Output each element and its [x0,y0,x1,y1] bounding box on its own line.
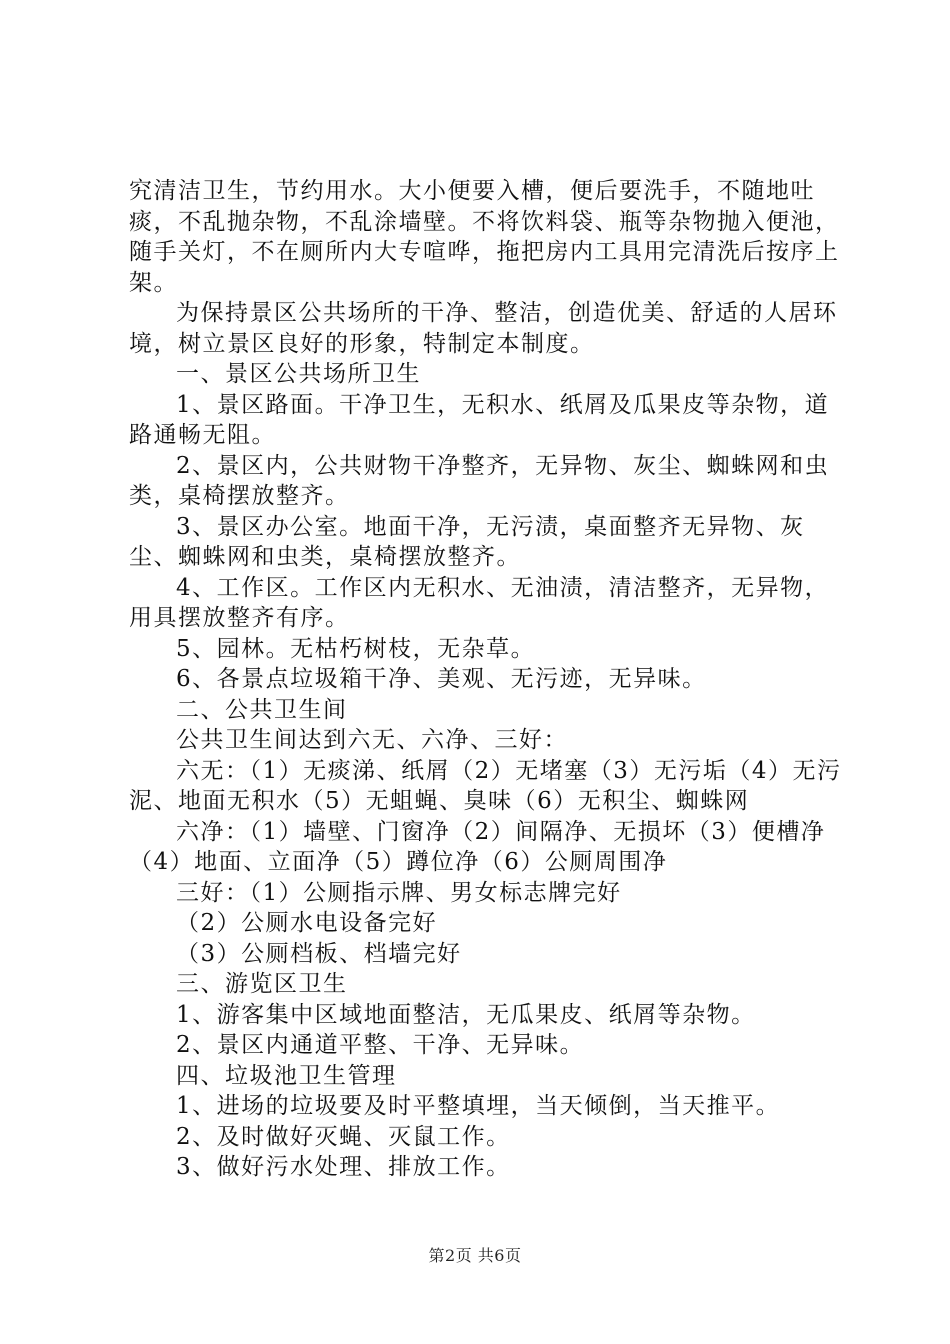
section-heading: 四、垃圾池卫生管理 [176,1062,397,1089]
list-item: 六无：（1）无痰涕、纸屑（2）无堵塞（3）无污垢（4）无污泥、地面无积水（5）无蛆蝇、臭味（6）无积尘、蜘蛛网 [129,757,842,814]
document-body [129,176,844,1183]
page-footer: 第2页 共6页 [428,1246,522,1265]
list-item: （2）公厕水电设备完好 [176,910,438,936]
list-item: 4、工作区。工作区内无积水、无油渍，清洁整齐，无异物，用具摆放整齐有序。 [129,574,830,631]
list-item: 1、景区路面。干净卫生，无积水、纸屑及瓜果皮等杂物，道路通畅无阻。 [129,391,830,448]
section-heading: 三、游览区卫生 [176,971,348,997]
list-item: 2、景区内，公共财物干净整齐，无异物、灰尘、蜘蛛网和虫类，桌椅摆放整齐。 [129,452,830,509]
paragraph: 公共卫生间达到六无、六净、三好： [176,727,568,753]
list-item: 2、景区内通道平整、干净、无异味。 [176,1032,585,1058]
section-heading: 二、公共卫生间 [176,696,348,723]
list-item: 2、及时做好灭蝇、灭鼠工作。 [176,1123,511,1150]
list-item: 1、游客集中区域地面整洁，无瓜果皮、纸屑等杂物。 [176,1001,756,1028]
paragraph: 为保持景区公共场所的干净、整洁，创造优美、舒适的人居环境，树立景区良好的形象，特制定本制度。 [129,300,838,357]
section-heading: 一、景区公共场所卫生 [176,361,421,387]
list-item: 6、各景点垃圾箱干净、美观、无污迹，无异味。 [176,666,707,692]
list-item: 3、做好污水处理、排放工作。 [176,1154,511,1180]
list-item: 3、景区办公室。地面干净，无污渍，桌面整齐无异物、灰尘、蜘蛛网和虫类，桌椅摆放整齐。 [129,513,805,570]
list-item: 1、进场的垃圾要及时平整填埋，当天倾倒，当天推平。 [176,1093,781,1119]
list-item: 六净：（1）墙壁、门窗净（2）间隔净、无损坏（3）便槽净（4）地面、立面净（5）蹲位净（6）公厕周围净 [129,818,826,875]
list-item: （3）公厕档板、档墙完好 [176,940,462,967]
list-item: 5、园林。无枯朽树枝，无杂草。 [176,635,536,662]
paragraph: 究清洁卫生，节约用水。大小便要入槽，便后要洗手，不随地吐痰，不乱抛杂物，不乱涂墙壁。不将饮料袋、瓶等杂物抛入便池，随手关灯，不在厕所内大专喧哗，拖把房内工具用完清洗后按序上架。 [129,178,840,296]
list-item: 三好：（1）公厕指示牌、男女标志牌完好 [176,879,622,906]
